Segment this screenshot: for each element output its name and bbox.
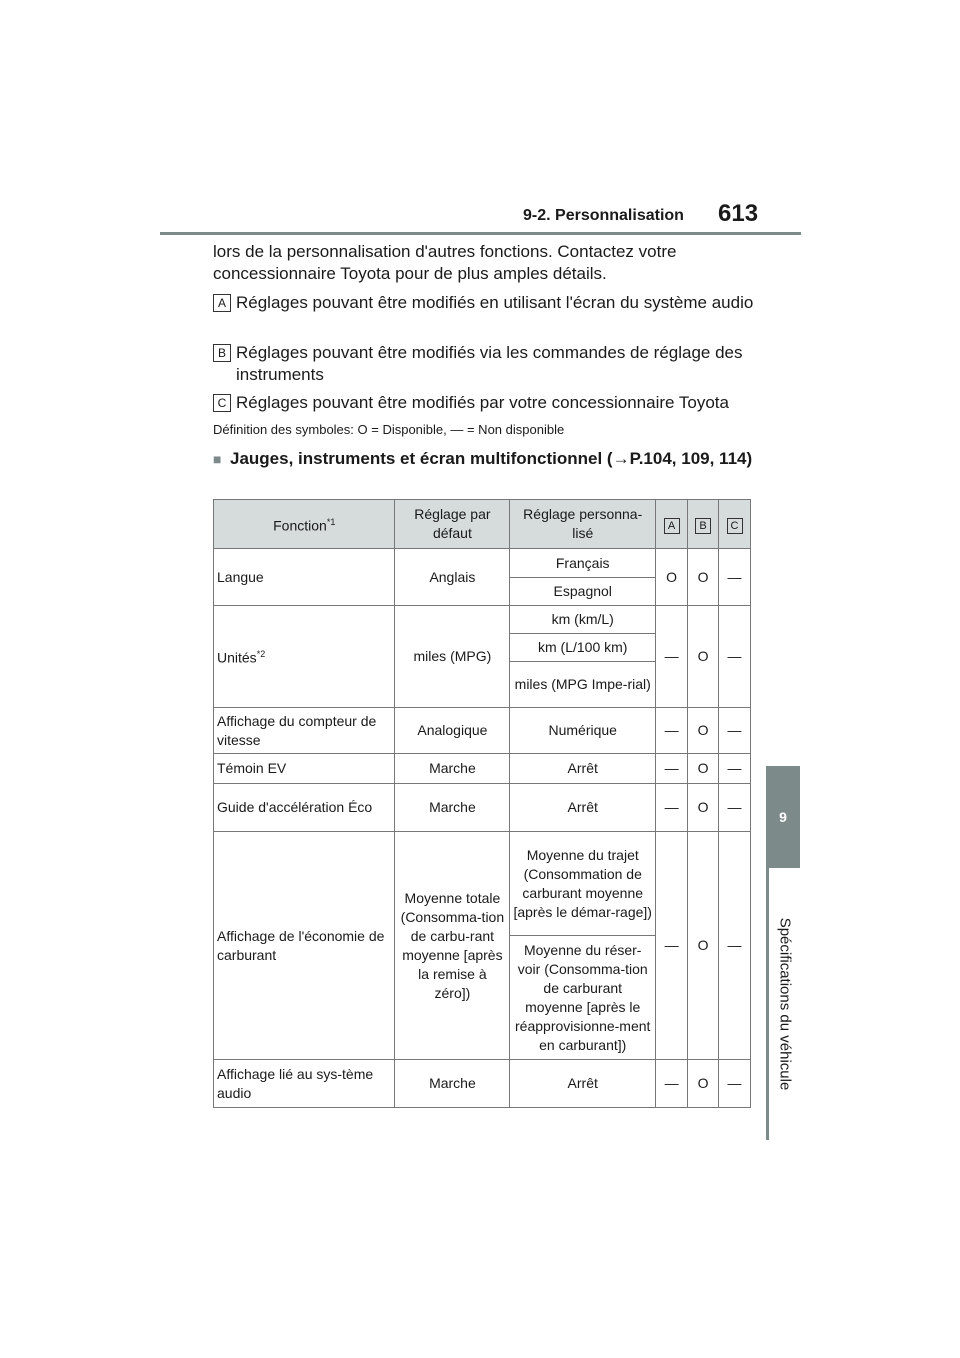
legend-item-b [213,342,756,386]
cell-b: O [688,1060,719,1108]
header-default: Réglage par défaut [395,500,510,549]
cell-custom: Français [510,549,656,578]
cell-fonction: Affichage du compteur de vitesse [214,708,395,754]
legend-letter-c-box: C [213,394,231,412]
header-section-title: 9-2. Personnalisation [523,207,684,224]
cell-fonction: Témoin EV [214,754,395,784]
header-fonction: Fonction$^{*1}$ [214,500,395,549]
cell-a: — [656,1060,688,1108]
chapter-label: Spécifications du véhicule [776,917,793,1091]
page-number: 613 [718,200,759,227]
cell-b: O [688,832,719,1060]
cell-b: O [688,606,719,708]
cell-custom: km (km/L) [510,606,656,634]
cell-a: — [656,606,688,708]
table-row [214,832,751,936]
cell-fonction: Affichage de l'économie de carburant [214,832,395,1060]
header-custom: Réglage personna-lisé [510,500,656,549]
cell-default: Marche [395,754,510,784]
settings-table [213,499,751,1108]
table-row [214,1060,751,1108]
legend-text-a: Réglages pouvant être modifiés en utilisant l'écran du système audio [236,293,754,312]
cell-b: O [688,549,719,606]
cell-default: Marche [395,1060,510,1108]
legend-item-c [213,392,756,414]
table-row [214,606,751,634]
header-c: C [719,500,751,549]
cell-a: — [656,784,688,832]
table-row [214,754,751,784]
chapter-side-tab [766,766,800,1140]
cell-default: Anglais [395,549,510,606]
table-row [214,708,751,754]
cell-a: — [656,832,688,1060]
cell-default: Marche [395,784,510,832]
cell-a: — [656,754,688,784]
cell-a: — [656,708,688,754]
intro-line-1: lors de la personnalisation d'autres fonctions. Contactez votre [213,242,677,261]
symbol-definition: Définition des symboles: O = Disponible, — = Non disponible [213,422,565,437]
cell-b: O [688,784,719,832]
cell-custom: Moyenne du trajet (Consommation de carburant moyenne [après le démar-rage]) [510,832,656,936]
legend-letter-b-box: B [213,344,231,362]
section-bullet-icon: ■ [213,451,222,467]
cell-c: — [719,1060,751,1108]
legend-item-a [213,292,756,314]
cell-custom: Moyenne du réser-voir (Consomma-tion de carburant moyenne [après le réapprovisionne-ment en carburant]) [510,936,656,1060]
table-row [214,549,751,578]
section-heading [213,448,753,470]
legend-text-b: Réglages pouvant être modifiés via les commandes de réglage des instruments [236,343,743,384]
section-heading-text: Jauges, instruments et écran multifonctionnel (→P.104, 109, 114) [230,449,753,468]
chapter-number: 9 [779,809,787,825]
cell-default: Moyenne totale (Consomma-tion de carbu-rant moyenne [après la remise à zéro]) [395,832,510,1060]
chapter-label-container [766,868,800,1140]
cell-b: O [688,754,719,784]
cell-c: — [719,708,751,754]
cell-c: — [719,784,751,832]
cell-c: — [719,549,751,606]
cell-custom: Arrêt [510,754,656,784]
table-row [214,784,751,832]
legend-letter-a-box: A [213,294,231,312]
cell-c: — [719,832,751,1060]
cell-c: — [719,606,751,708]
cell-custom: Numérique [510,708,656,754]
header-b: B [688,500,719,549]
cell-fonction: Unités$^{*2}$ [214,606,395,708]
cell-custom: Espagnol [510,578,656,606]
table-header-row [214,500,751,549]
intro-line-2: concessionnaire Toyota pour de plus amples détails. [213,264,607,283]
cell-fonction: Affichage lié au sys-tème audio [214,1060,395,1108]
header-rule [160,232,801,235]
cell-custom: miles (MPG Impe-rial) [510,662,656,708]
cell-custom: km (L/100 km) [510,634,656,662]
cell-default: Analogique [395,708,510,754]
cell-fonction: Langue [214,549,395,606]
header-a: A [656,500,688,549]
cell-c: — [719,754,751,784]
cell-custom: Arrêt [510,784,656,832]
legend-text-c: Réglages pouvant être modifiés par votre concessionnaire Toyota [236,393,729,412]
cell-custom: Arrêt [510,1060,656,1108]
cell-a: O [656,549,688,606]
cell-b: O [688,708,719,754]
cell-fonction: Guide d'accélération Éco [214,784,395,832]
cell-default: miles (MPG) [395,606,510,708]
